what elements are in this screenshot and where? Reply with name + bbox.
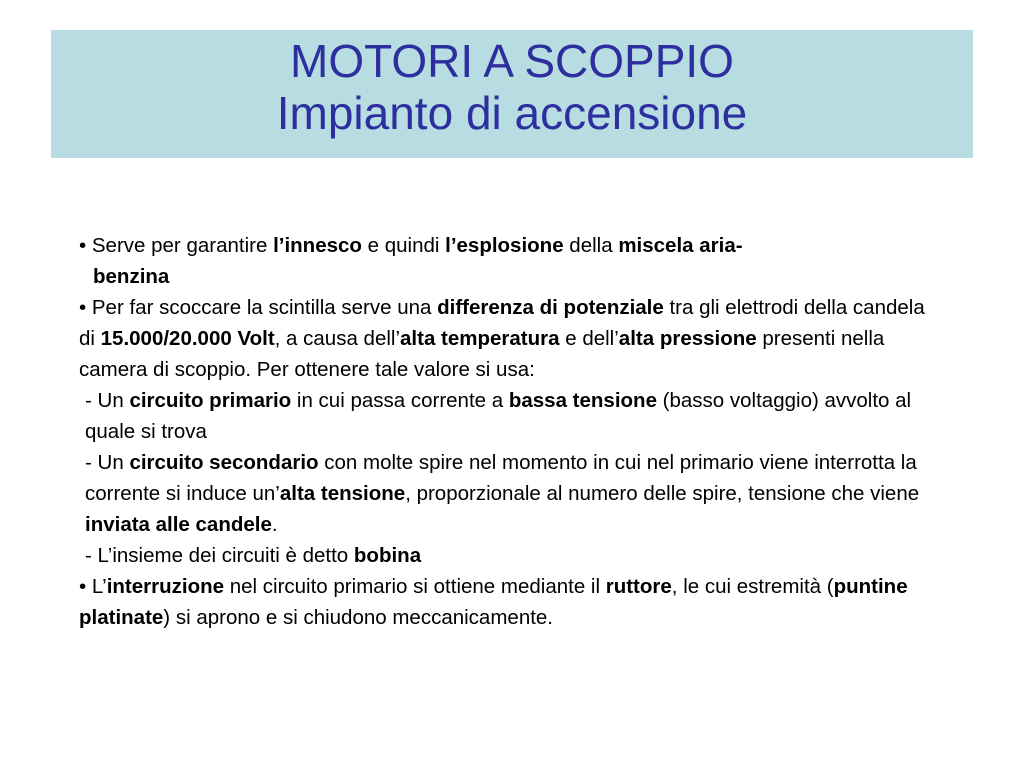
bullet-2 <box>79 292 944 385</box>
text: e quindi <box>361 234 446 257</box>
text: in cui passa corrente a <box>291 389 509 412</box>
bold-term: 15.000/20.000 Volt <box>100 327 275 350</box>
sub-item-secondary-circuit <box>79 447 944 540</box>
bold-term: inviata alle candele <box>85 513 272 536</box>
text: tra gli elettrodi della candela di <box>79 296 925 350</box>
bullet-1-continuation <box>79 261 944 292</box>
title-line-2: Impianto di accensione <box>276 87 748 139</box>
bold-term: bobina <box>353 544 422 567</box>
text: nel circuito primario si ottiene mediante il <box>224 575 606 598</box>
text: • L’ <box>79 575 107 598</box>
bold-term: l’esplosione <box>445 234 564 257</box>
text: - L’insieme dei circuiti è detto <box>85 544 354 567</box>
bold-term: benzina <box>93 265 170 288</box>
text: della <box>563 234 619 257</box>
title-line-1: MOTORI A SCOPPIO <box>290 35 734 87</box>
text: e dell’ <box>559 327 619 350</box>
text: ) si aprono e si chiudono meccanicamente. <box>163 606 554 629</box>
text: (basso voltaggio) avvolto al quale si trova <box>85 389 912 443</box>
bold-term: puntine platinate <box>79 575 908 629</box>
sub-item-primary-circuit <box>79 385 944 447</box>
text: , proporzionale al numero delle spire, tensione che viene <box>405 482 920 505</box>
bold-term: interruzione <box>106 575 225 598</box>
slide-body <box>79 230 944 633</box>
bold-term: ruttore <box>605 575 672 598</box>
text: , le cui estremità ( <box>671 575 834 598</box>
sub-item-coil <box>79 540 944 571</box>
text: - Un <box>85 451 130 474</box>
text: - Un <box>85 389 130 412</box>
bold-term: alta tensione <box>279 482 406 505</box>
slide-title <box>51 30 973 139</box>
bold-term: circuito primario <box>129 389 292 412</box>
bullet-3 <box>79 571 944 633</box>
text: presenti nella camera di scoppio. Per ottenere tale valore si usa: <box>79 327 885 381</box>
bullet-1 <box>79 230 944 261</box>
text: • Serve per garantire <box>79 234 274 257</box>
bold-term: l’innesco <box>273 234 362 257</box>
text: . <box>271 513 278 536</box>
bold-term: miscela aria- <box>618 234 743 257</box>
bold-term: alta pressione <box>618 327 757 350</box>
bold-term: differenza di potenziale <box>437 296 664 319</box>
text: con molte spire nel momento in cui nel primario viene interrotta la corrente si induce un’ <box>85 451 917 505</box>
bold-term: bassa tensione <box>508 389 657 412</box>
text: , a causa dell’ <box>274 327 401 350</box>
bold-term: circuito secondario <box>129 451 319 474</box>
text: • Per far scoccare la scintilla serve una <box>79 296 438 319</box>
bold-term: alta temperatura <box>400 327 560 350</box>
